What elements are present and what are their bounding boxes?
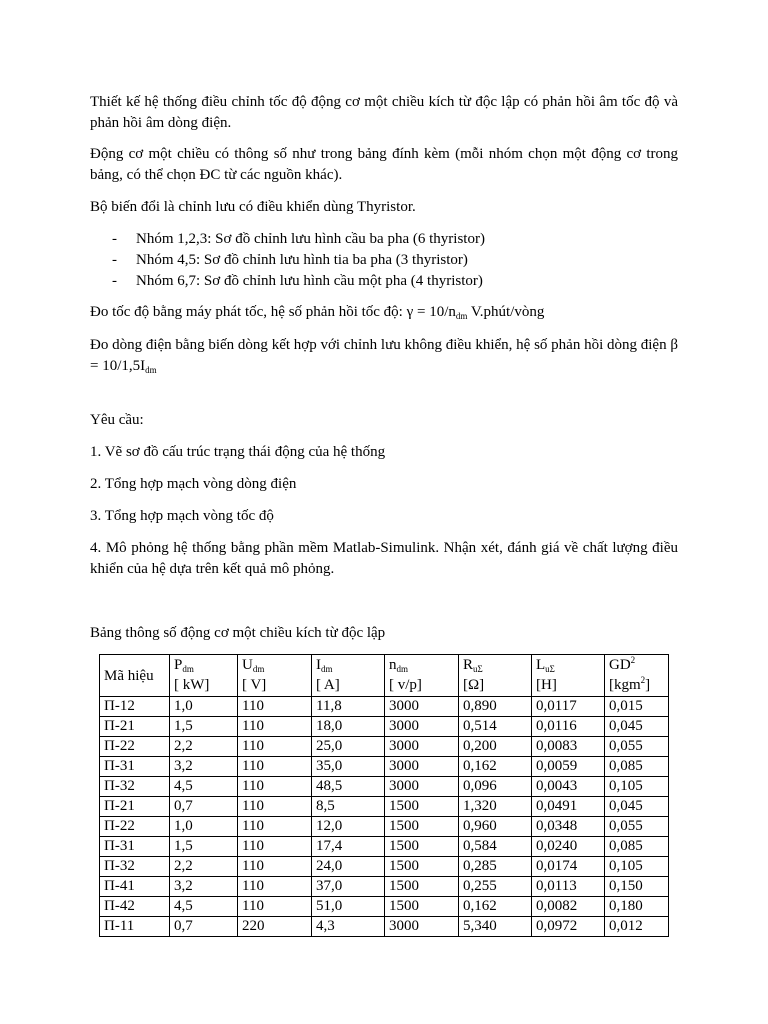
header-voltage: $U_{dm}$ [ V] xyxy=(238,655,312,697)
table-cell: 0,514 xyxy=(459,717,532,737)
current-feedback-text: Đo dòng điện bằng biến dòng kết hợp với chỉnh lưu không điều khiển, hệ số phản hồi dòng điện β = 10/1,5I xyxy=(90,337,678,374)
table-cell: 0,105 xyxy=(605,777,669,797)
table-row xyxy=(100,837,669,857)
table-cell: 1500 xyxy=(385,857,459,877)
header-speed: $n_{dm}$ [ v/p] xyxy=(385,655,459,697)
intro-paragraph-task: Thiết kế hệ thống điều chỉnh tốc độ động cơ một chiều kích từ độc lập có phản hồi âm tốc độ và phản hồi âm dòng điện. xyxy=(90,94,678,131)
table-cell: 0,200 xyxy=(459,737,532,757)
motor-code-cell: П-21 xyxy=(100,717,170,737)
table-cell: 0,0240 xyxy=(532,837,605,857)
bullet-item: - Nhóm 4,5: Sơ đồ chỉnh lưu hình tia ba pha (3 thyristor) xyxy=(112,250,678,271)
table-cell: 0,045 xyxy=(605,797,669,817)
table-row xyxy=(100,857,669,877)
table-cell: 1,0 xyxy=(170,697,238,717)
table-cell: 110 xyxy=(238,857,312,877)
table-cell: 3,2 xyxy=(170,757,238,777)
table-cell: 0,015 xyxy=(605,697,669,717)
table-cell: 110 xyxy=(238,757,312,777)
table-row xyxy=(100,717,669,737)
bullet-item: - Nhóm 6,7: Sơ đồ chỉnh lưu hình cầu một pha (4 thyristor) xyxy=(112,271,678,292)
requirement-item: 4. Mô phỏng hệ thống bằng phần mềm Matlab-Simulink. Nhận xét, đánh giá về chất lượng điều khiển của hệ dựa trên kết quả mô phỏng. xyxy=(90,540,678,577)
table-cell: 3,2 xyxy=(170,877,238,897)
table-row xyxy=(100,817,669,837)
table-cell: 0,0082 xyxy=(532,897,605,917)
speed-feedback-paragraph xyxy=(90,302,678,324)
table-cell: 220 xyxy=(238,917,312,937)
motor-code-cell: П-32 xyxy=(100,857,170,877)
table-cell: 1500 xyxy=(385,797,459,817)
table-title: Bảng thông số động cơ một chiều kích từ độc lập xyxy=(90,625,386,641)
table-cell: 3000 xyxy=(385,697,459,717)
table-cell: 1500 xyxy=(385,837,459,857)
table-cell: 110 xyxy=(238,737,312,757)
table-cell: 1500 xyxy=(385,877,459,897)
table-cell: 2,2 xyxy=(170,737,238,757)
table-cell: 0,7 xyxy=(170,797,238,817)
table-cell: 24,0 xyxy=(312,857,385,877)
table-cell: 0,0113 xyxy=(532,877,605,897)
table-cell: 0,0174 xyxy=(532,857,605,877)
table-cell: 0,096 xyxy=(459,777,532,797)
table-cell: 0,7 xyxy=(170,917,238,937)
table-cell: 12,0 xyxy=(312,817,385,837)
motor-code-cell: П-41 xyxy=(100,877,170,897)
table-cell: 1,5 xyxy=(170,837,238,857)
table-row xyxy=(100,917,669,937)
requirement-item: 1. Vẽ sơ đồ cấu trúc trạng thái động của hệ thống xyxy=(90,444,386,460)
header-power: $P_{dm}$ [ kW] xyxy=(170,655,238,697)
table-cell: 110 xyxy=(238,817,312,837)
table-cell: 0,0043 xyxy=(532,777,605,797)
table-cell: 48,5 xyxy=(312,777,385,797)
requirements-section xyxy=(90,410,678,580)
table-cell: 3000 xyxy=(385,737,459,757)
table-cell: 1,0 xyxy=(170,817,238,837)
table-cell: 35,0 xyxy=(312,757,385,777)
table-cell: 0,0059 xyxy=(532,757,605,777)
table-cell: 4,3 xyxy=(312,917,385,937)
table-cell: 3000 xyxy=(385,717,459,737)
table-row xyxy=(100,777,669,797)
table-cell: 0,0117 xyxy=(532,697,605,717)
intro-paragraph-converter: Bộ biến đổi là chỉnh lưu có điều khiển dùng Thyristor. xyxy=(90,199,416,215)
table-cell: 0,0116 xyxy=(532,717,605,737)
speed-feedback-subscript: dm xyxy=(455,311,468,321)
table-cell: 0,255 xyxy=(459,877,532,897)
table-row xyxy=(100,897,669,917)
table-cell: 18,0 xyxy=(312,717,385,737)
table-cell: 0,012 xyxy=(605,917,669,937)
table-cell: 110 xyxy=(238,897,312,917)
current-feedback-subscript: dm xyxy=(145,365,157,375)
requirement-item: 3. Tổng hợp mạch vòng tốc độ xyxy=(90,508,274,524)
table-cell: 0,105 xyxy=(605,857,669,877)
table-cell: 8,5 xyxy=(312,797,385,817)
bullet-item: - Nhóm 1,2,3: Sơ đồ chỉnh lưu hình cầu ba pha (6 thyristor) xyxy=(112,229,678,250)
table-cell: 17,4 xyxy=(312,837,385,857)
table-cell: 4,5 xyxy=(170,897,238,917)
table-cell: 51,0 xyxy=(312,897,385,917)
table-cell: 0,0348 xyxy=(532,817,605,837)
table-cell: 0,162 xyxy=(459,897,532,917)
speed-feedback-text: Đo tốc độ bằng máy phát tốc, hệ số phản hồi tốc độ: γ = 10/n xyxy=(90,304,456,320)
table-cell: 110 xyxy=(238,777,312,797)
header-current: $I_{dm}$ [ A] xyxy=(312,655,385,697)
table-cell: 110 xyxy=(238,797,312,817)
header-resistance: $R_{u\Sigma}$ [Ω] xyxy=(459,655,532,697)
header-inertia: $GD^2$ [kgm$^2$] xyxy=(605,655,669,697)
motor-code-cell: П-22 xyxy=(100,737,170,757)
requirements-heading: Yêu cầu: xyxy=(90,412,144,428)
table-cell: 0,0491 xyxy=(532,797,605,817)
table-cell: 0,960 xyxy=(459,817,532,837)
table-cell: 2,2 xyxy=(170,857,238,877)
motor-code-cell: П-42 xyxy=(100,897,170,917)
table-cell: 0,055 xyxy=(605,817,669,837)
table-cell: 5,340 xyxy=(459,917,532,937)
table-cell: 0,162 xyxy=(459,757,532,777)
table-cell: 3000 xyxy=(385,917,459,937)
table-row xyxy=(100,737,669,757)
table-cell: 11,8 xyxy=(312,697,385,717)
motor-code-cell: П-11 xyxy=(100,917,170,937)
motor-code-cell: П-22 xyxy=(100,817,170,837)
table-cell: 0,890 xyxy=(459,697,532,717)
motor-code-cell: П-31 xyxy=(100,757,170,777)
table-row xyxy=(100,757,669,777)
table-cell: 110 xyxy=(238,697,312,717)
table-header-row xyxy=(100,655,669,697)
motor-parameters-table xyxy=(99,654,669,937)
table-cell: 110 xyxy=(238,837,312,857)
table-cell: 1500 xyxy=(385,817,459,837)
requirement-item: 2. Tổng hợp mạch vòng dòng điện xyxy=(90,476,297,492)
table-cell: 0,150 xyxy=(605,877,669,897)
table-cell: 3000 xyxy=(385,757,459,777)
table-cell: 0,085 xyxy=(605,757,669,777)
table-row xyxy=(100,877,669,897)
motor-code-cell: П-12 xyxy=(100,697,170,717)
motor-code-cell: П-21 xyxy=(100,797,170,817)
current-feedback-paragraph xyxy=(90,335,678,378)
header-code: Mã hiệu xyxy=(100,655,170,697)
group-bullet-list xyxy=(90,229,678,292)
table-cell: 37,0 xyxy=(312,877,385,897)
table-body xyxy=(100,697,669,937)
table-cell: 4,5 xyxy=(170,777,238,797)
table-cell: 0,584 xyxy=(459,837,532,857)
table-cell: 0,055 xyxy=(605,737,669,757)
table-cell: 0,180 xyxy=(605,897,669,917)
table-cell: 0,045 xyxy=(605,717,669,737)
speed-feedback-unit: V.phút/vòng xyxy=(467,304,545,320)
table-cell: 110 xyxy=(238,717,312,737)
table-cell: 0,285 xyxy=(459,857,532,877)
table-cell: 3000 xyxy=(385,777,459,797)
table-cell: 1,5 xyxy=(170,717,238,737)
table-cell: 0,0083 xyxy=(532,737,605,757)
table-row xyxy=(100,697,669,717)
table-cell: 1,320 xyxy=(459,797,532,817)
table-row xyxy=(100,797,669,817)
motor-code-cell: П-32 xyxy=(100,777,170,797)
table-cell: 0,0972 xyxy=(532,917,605,937)
document-body xyxy=(90,92,678,591)
header-inductance: $L_{u\Sigma}$ [H] xyxy=(532,655,605,697)
table-cell: 110 xyxy=(238,877,312,897)
intro-paragraph-motor: Động cơ một chiều có thông số như trong bảng đính kèm (mỗi nhóm chọn một động cơ trong bảng, có thể chọn ĐC từ các nguồn khác). xyxy=(90,146,678,183)
table-cell: 25,0 xyxy=(312,737,385,757)
table-cell: 0,085 xyxy=(605,837,669,857)
motor-code-cell: П-31 xyxy=(100,837,170,857)
table-cell: 1500 xyxy=(385,897,459,917)
